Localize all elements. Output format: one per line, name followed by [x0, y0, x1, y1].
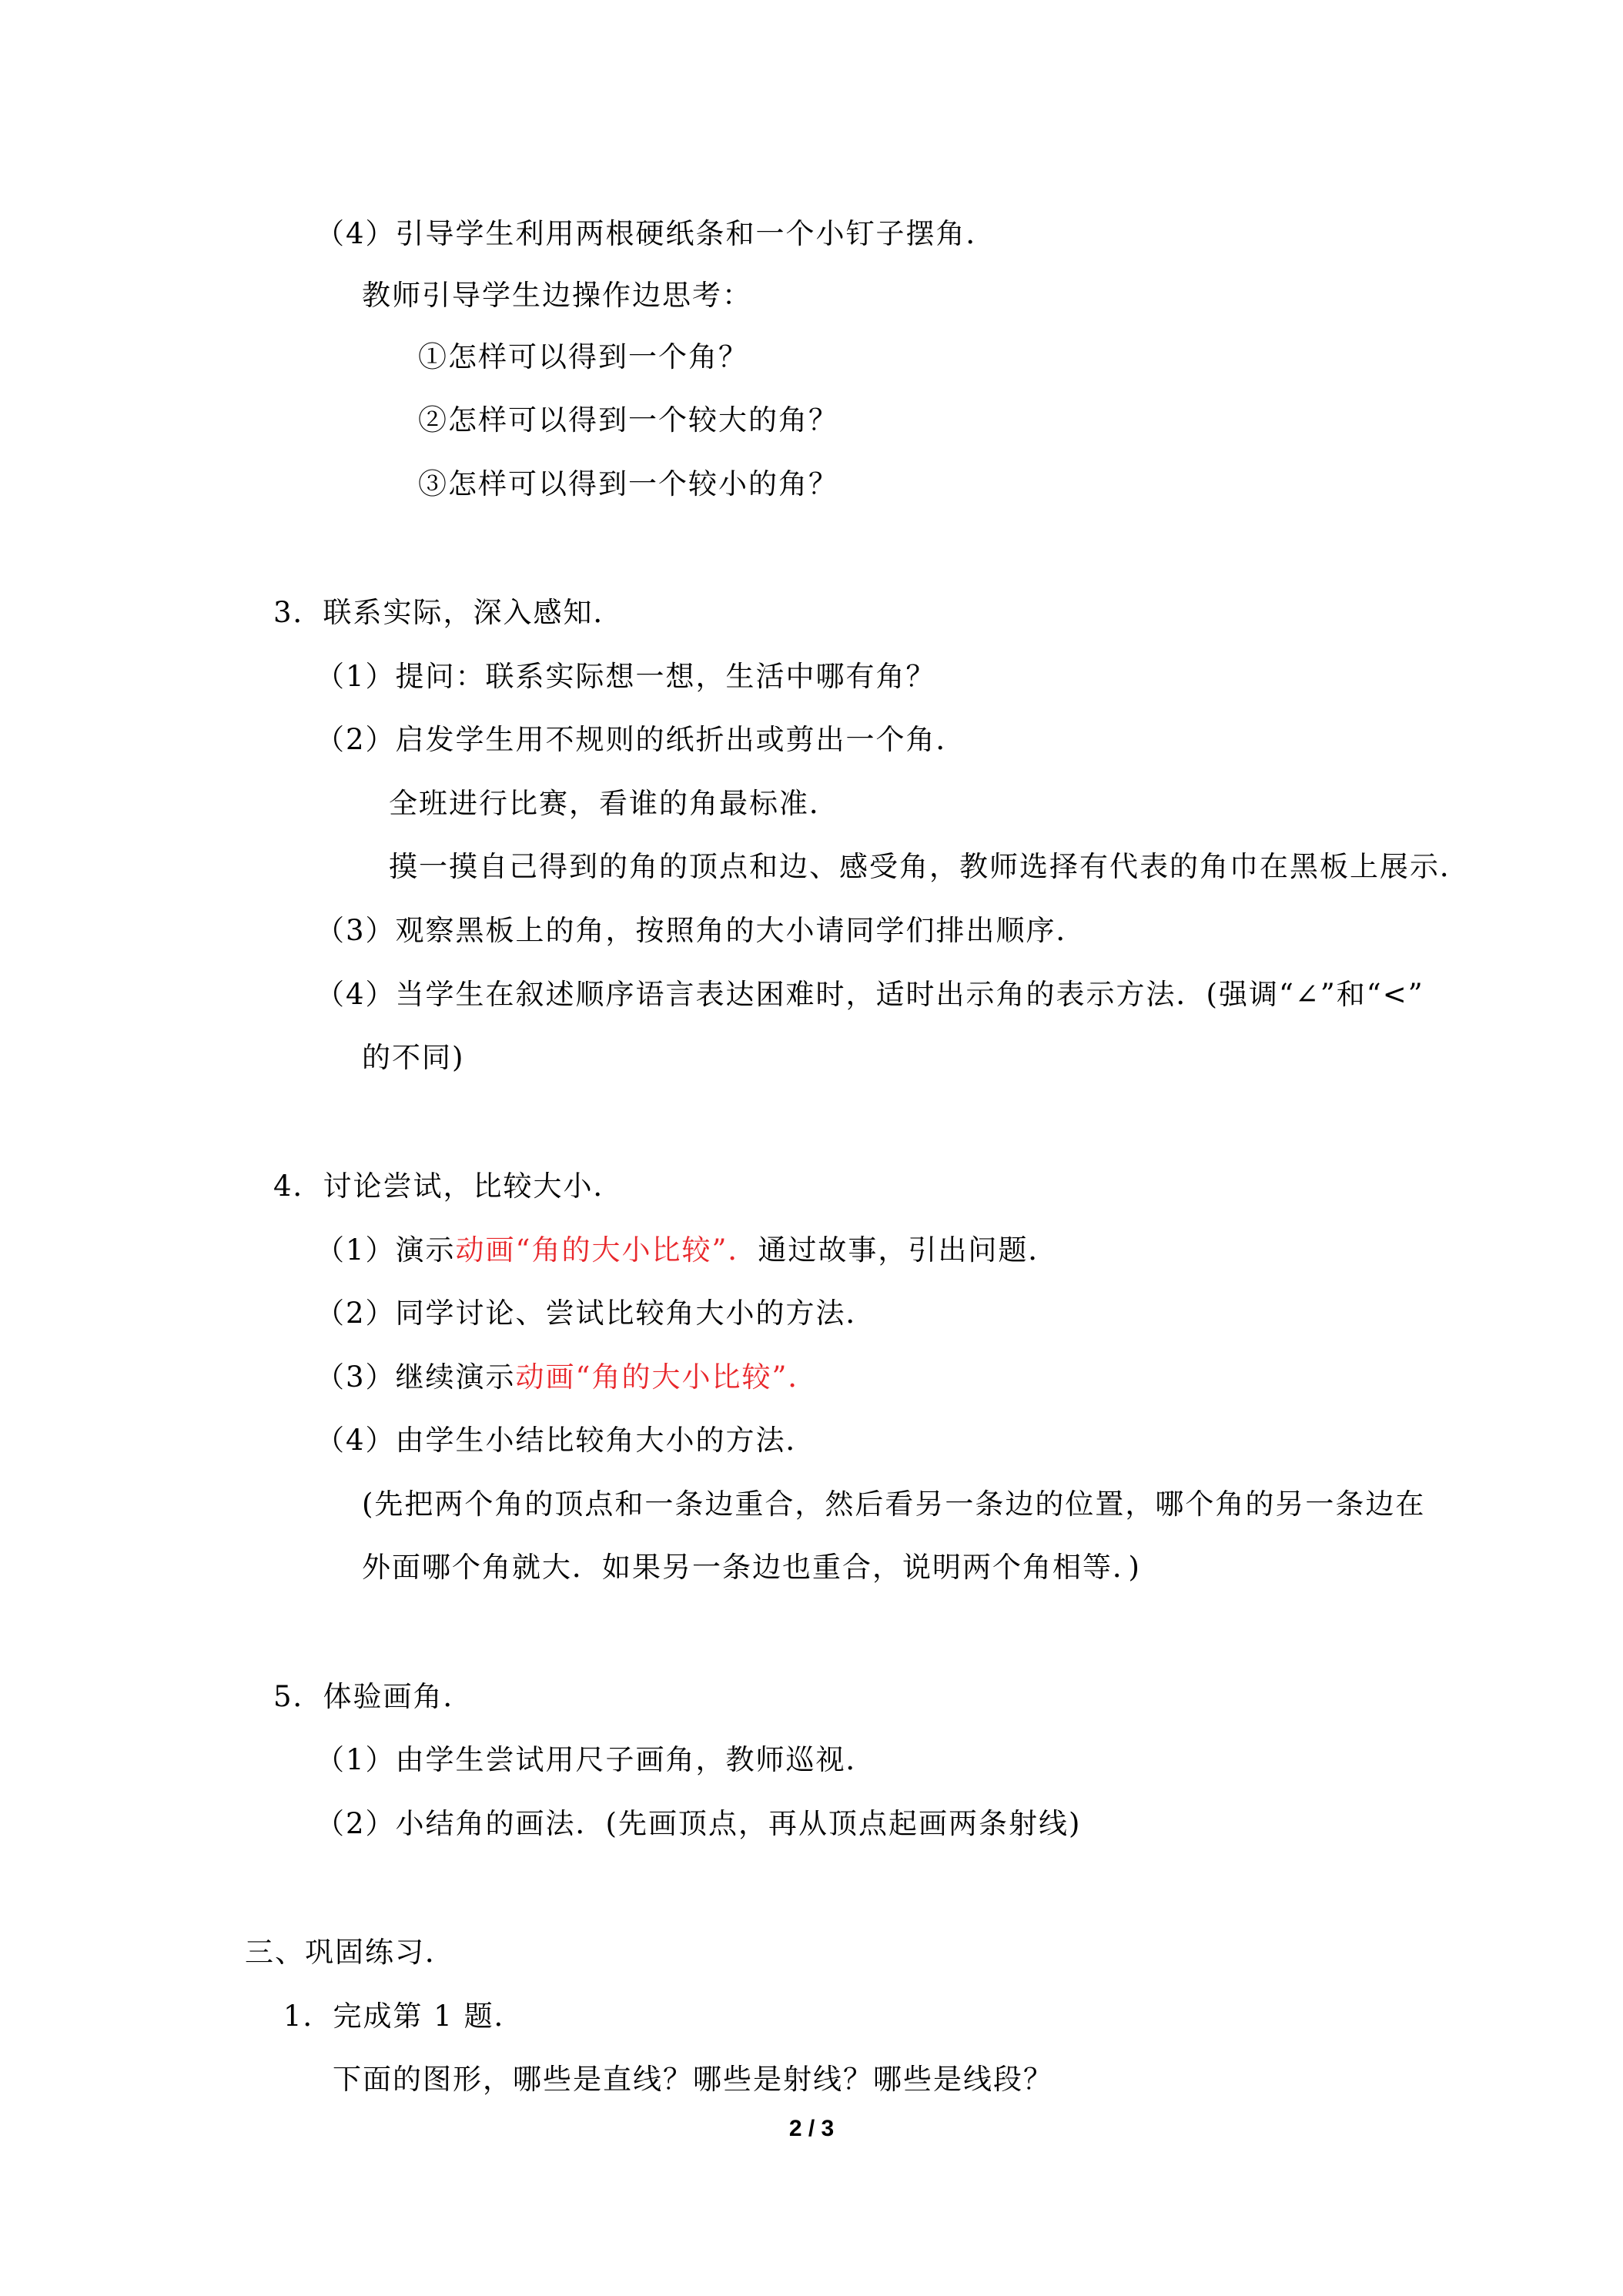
- text-line: （2）同学讨论、尝试比较角大小的方法．: [316, 1297, 876, 1330]
- text-line: ②怎样可以得到一个较大的角？: [418, 403, 838, 437]
- text-line: (先把两个角的顶点和一条边重合，然后看另一条边的位置，哪个角的另一条边在: [362, 1488, 1426, 1521]
- text-line: [316, 1232, 1058, 1269]
- text-line: 下面的图形，哪些是直线？哪些是射线？哪些是线段？: [333, 2063, 1053, 2096]
- section-heading: 4．讨论尝试，比较大小．: [273, 1170, 624, 1203]
- section-heading: 3．联系实际，深入感知．: [273, 596, 624, 629]
- text-line: 1．完成第 1 题．: [283, 2000, 524, 2033]
- text-line: （2）启发学生用不规则的纸折出或剪出一个角．: [316, 723, 966, 756]
- text-line: 全班进行比赛，看谁的角最标准．: [389, 787, 839, 820]
- text-line: （4）由学生小结比较角大小的方法．: [316, 1424, 816, 1457]
- text-line: （1）提问：联系实际想一想，生活中哪有角？: [316, 660, 936, 693]
- animation-link-text: 动画“角的大小比较”．: [455, 1233, 758, 1267]
- text-line: （3）观察黑板上的角，按照角的大小请同学们排出顺序．: [316, 914, 1086, 947]
- text-line: （4）引导学生利用两根硬纸条和一个小钉子摆角．: [316, 217, 996, 250]
- section-heading: 5．体验画角．: [273, 1680, 474, 1713]
- text-line: ①怎样可以得到一个角？: [418, 340, 748, 373]
- text-span: （3）继续演示: [316, 1361, 516, 1394]
- text-span: （1）演示: [316, 1233, 456, 1267]
- page-number: 2 / 3: [788, 2116, 835, 2141]
- text-line: （4）当学生在叙述顺序语言表达困难时，适时出示角的表示方法．(强调“∠”和“<”: [316, 978, 1424, 1011]
- text-line: 的不同): [362, 1041, 465, 1074]
- text-line: 外面哪个角就大．如果另一条边也重合，说明两个角相等．): [362, 1551, 1141, 1584]
- text-line: ③怎样可以得到一个较小的角？: [418, 467, 838, 500]
- text-line: [316, 1359, 818, 1396]
- text-line: （1）由学生尝试用尺子画角，教师巡视．: [316, 1743, 876, 1776]
- text-line: （2）小结角的画法．(先画顶点，再从顶点起画两条射线): [316, 1807, 1082, 1840]
- section-heading: 三、巩固练习．: [245, 1936, 455, 1969]
- text-span: 通过故事，引出问题．: [758, 1233, 1059, 1267]
- text-line: 摸一摸自己得到的角的顶点和边、感受角，教师选择有代表的角巾在黑板上展示．: [389, 850, 1470, 883]
- text-line: 教师引导学生边操作边思考：: [362, 279, 752, 312]
- animation-link-text: 动画“角的大小比较”．: [515, 1361, 818, 1394]
